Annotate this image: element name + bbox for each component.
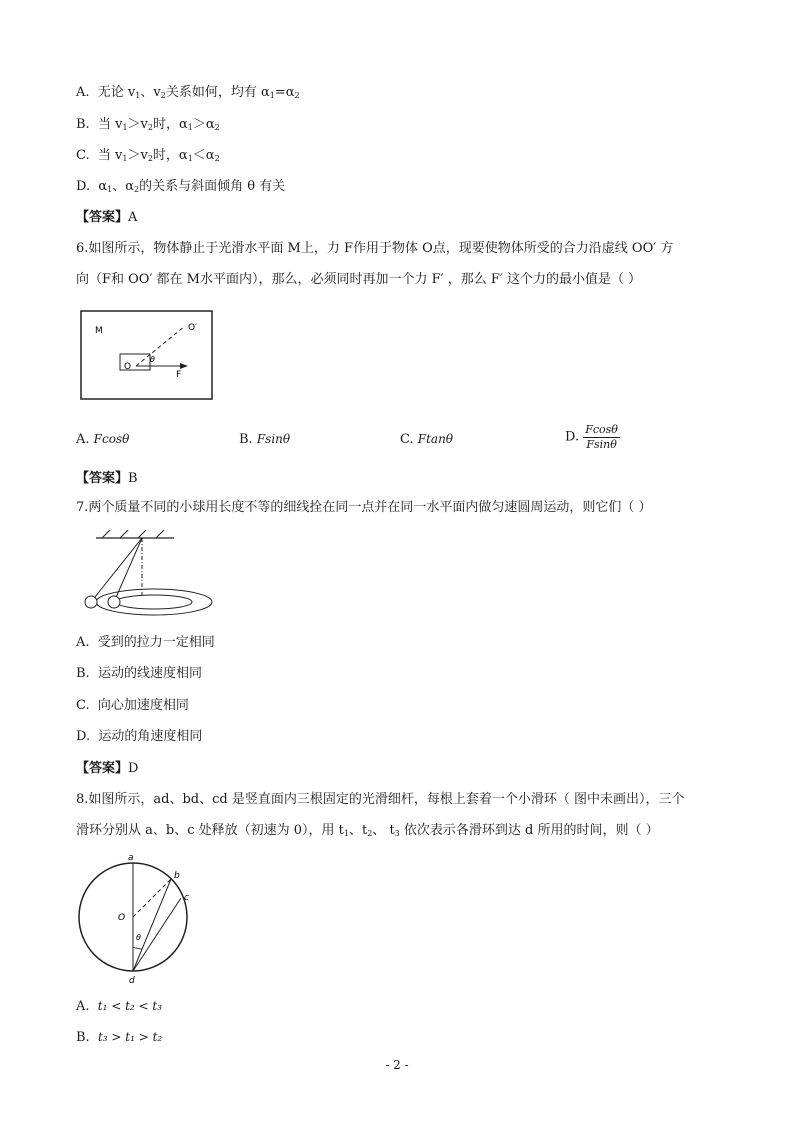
q7-option-b: B. 运动的线速度相同 — [76, 666, 202, 681]
q8-stem-line1: 8.如图所示，ad、bd、cd 是竖直面内三根固定的光滑细杆，每根上套着一个小滑环（ 图中未画出），三个 — [76, 792, 685, 807]
dashed-line-oo — [136, 326, 185, 366]
label-o: O — [124, 362, 132, 372]
q5-option-d: D. $\alpha_1$、$\alpha_2$的关系与斜面倾角 θ 有关 — [76, 179, 286, 194]
string-short — [114, 538, 142, 602]
q5-option-c: C. 当 $v_1>v_2$时，$\alpha_1<\alpha_2$ — [76, 148, 220, 163]
q6-option-b: B. Fsinθ — [239, 432, 291, 447]
label-b: b — [174, 871, 180, 881]
q5-option-b: B. 当 $v_1>v_2$时，$\alpha_1>\alpha_2$ — [76, 117, 220, 132]
orbit-inner — [116, 595, 192, 609]
fraction: $\frac{Fcos\theta}{Fsin\theta}$ — [585, 423, 618, 451]
label-f: F — [176, 370, 182, 380]
q8-figure — [78, 852, 218, 987]
ball-2 — [108, 596, 120, 608]
q6-stem-line2: 向（F和 OO′ 都在 M水平面内），那么，必须同时再加一个力 F′ ，那么 F′ 这个力的最小值是（ ） — [76, 272, 642, 287]
hatch-2 — [120, 530, 130, 538]
q7-option-d: D. 运动的角速度相同 — [76, 729, 203, 744]
q8-option-b: B. t₃ > t₁ > t₂ — [76, 1030, 163, 1045]
hatch-3 — [138, 530, 148, 538]
hatch-4 — [156, 530, 166, 538]
q7-figure — [80, 530, 220, 620]
angle-arc — [133, 947, 142, 949]
label-o: O — [118, 913, 126, 923]
q6-stem-line1: 6.如图所示，物体静止于光滑水平面 M上，力 F作用于物体 O点，现要使物体所受的合力沿虚线 OO′ 方 — [76, 241, 674, 256]
label-o-prime: O′ — [188, 323, 198, 333]
rod-bd — [133, 879, 171, 971]
q7-answer: 【答案】D — [76, 761, 139, 776]
ball-1 — [85, 596, 97, 608]
q6-option-a: A. Fcosθ — [76, 432, 130, 447]
q6-option-d: D. $\frac{Fcos\theta}{Fsin\theta}$ — [565, 423, 618, 451]
radius-ob-dashed — [133, 879, 171, 917]
q5-option-a: A. 无论 $v_1$、$v_2$关系如何，均有 $\alpha_1=\alpha_2$ — [76, 85, 300, 100]
page-number: - 2 - — [385, 1058, 409, 1072]
label-a: a — [128, 853, 134, 863]
q5-answer: 【答案】A — [76, 210, 138, 225]
label-d: d — [129, 976, 135, 986]
force-f-arrow-icon — [180, 363, 188, 369]
q7-option-a: A. 受到的拉力一定相同 — [76, 635, 215, 650]
label-theta: θ — [136, 933, 141, 942]
label-m: M — [95, 326, 103, 336]
q8-option-a: A. t₁ < t₂ < t₃ — [76, 999, 163, 1014]
hatch-1 — [102, 530, 112, 538]
label-c: c — [184, 893, 189, 903]
q8-stem-line2: 滑环分别从 a、b、c 处释放（初速为 0），用 $t_1$、$t_2$、 $t_3$ 依次表示各滑环到达 d 所用的时间，则（ ） — [76, 823, 659, 838]
q6-option-c: C. Ftanθ — [400, 432, 454, 447]
q6-figure — [80, 310, 215, 402]
label-theta: θ — [150, 355, 155, 364]
q6-answer: 【答案】B — [76, 471, 138, 486]
q7-stem: 7.两个质量不同的小球用长度不等的细线拴在同一点并在同一水平面内做匀速圆周运动，则它们（ ） — [76, 500, 652, 515]
q7-option-c: C. 向心加速度相同 — [76, 698, 189, 713]
